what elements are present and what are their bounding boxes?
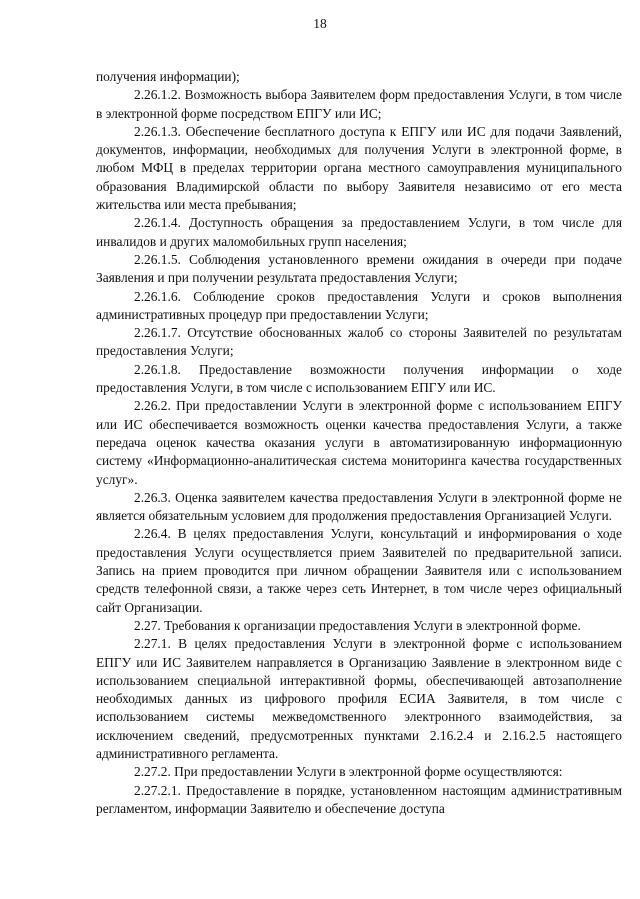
paragraph-2-26-4: 2.26.4. В целях предоставления Услуги, консультаций и информирования о ходе предоставления Услуги осуществляется прием Заявителей по предварительной записи. Запись на прием проводится при личном обращении Заявителя или с использованием средств телефонной связи, а также через сеть Интернет, в том числе через официальный сайт Организации. [96,526,622,615]
paragraph-2-26-1-6: 2.26.1.6. Соблюдение сроков предоставления Услуги и сроков выполнения административных процедур при предоставлении Услуги; [96,288,622,322]
paragraph-2-27-2: 2.27.2. При предоставлении Услуги в электронной форме осуществляются: [134,764,563,780]
paragraph-2-27-2-1: 2.27.2.1. Предоставление в порядке, установленном настоящим административным регламентом, информации Заявителю и обеспечение доступа [96,782,622,816]
paragraph-2-26-2: 2.26.2. При предоставлении Услуги в электронной форме с использованием ЕПГУ или ИС обеспечивается возможность оценки качества предоставления Услуги, а также передача оценок качества оказания услуги в автоматизированную информационную систему «Информационно-аналитическая система мониторинга качества государственных услуг». [96,398,622,487]
paragraph-continuation: получения информации); [96,69,240,84]
paragraph-2-26-1-7: 2.26.1.7. Отсутствие обоснованных жалоб со стороны Заявителей по результатам предоставления Услуги; [96,325,622,359]
paragraph-2-26-1-5: 2.26.1.5. Соблюдения установленного времени ожидания в очереди при подаче Заявления и при получении результата предоставления Услуги; [96,251,622,286]
paragraph-2-27: 2.27. Требования к организации предоставления Услуги в электронной форме. [134,617,581,633]
paragraph-2-26-1-2: 2.26.1.2. Возможность выбора Заявителем форм предоставления Услуги, в том числе в электронной форме посредством ЕПГУ или ИС; [96,87,622,121]
paragraph-2-26-3: 2.26.3. Оценка заявителем качества предоставления Услуги в электронной форме не является обязательным условием для продолжения предоставления Организацией Услуги. [96,489,622,524]
document-body [96,68,622,818]
paragraph-2-26-1-3: 2.26.1.3. Обеспечение бесплатного доступа к ЕПГУ или ИС для подачи Заявлений, документов, информации, необходимых для получения Услуги в электронной форме, в любом МФЦ в пределах территории органа местного самоуправления муниципального образования Владимирской области по выбору Заявителя независимо от его места жительства или места пребывания; [96,123,622,213]
page-number: 18 [313,16,327,31]
paragraph-2-26-1-4: 2.26.1.4. Доступность обращения за предоставлением Услуги, в том числе для инвалидов и других маломобильных групп населения; [96,215,622,249]
paragraph-2-27-1: 2.27.1. В целях предоставления Услуги в электронной форме с использованием ЕПГУ или ИС Заявителем направляется в Организацию Заявление в электронном виде с использованием специальной интерактивной формы, обеспечивающей автозаполнение необходимых данных из цифрового профиля ЕСИА Заявителя, в том числе с использованием системы межведомственного электронного взаимодействия, за исключением сведений, предусмотренных пунктами 2.16.2.4 и 2.16.2.5 настоящего административного регламента. [96,636,622,761]
paragraph-2-26-1-8: 2.26.1.8. Предоставление возможности получения информации о ходе предоставления Услуги, в том числе с использованием ЕПГУ или ИС. [96,361,622,396]
